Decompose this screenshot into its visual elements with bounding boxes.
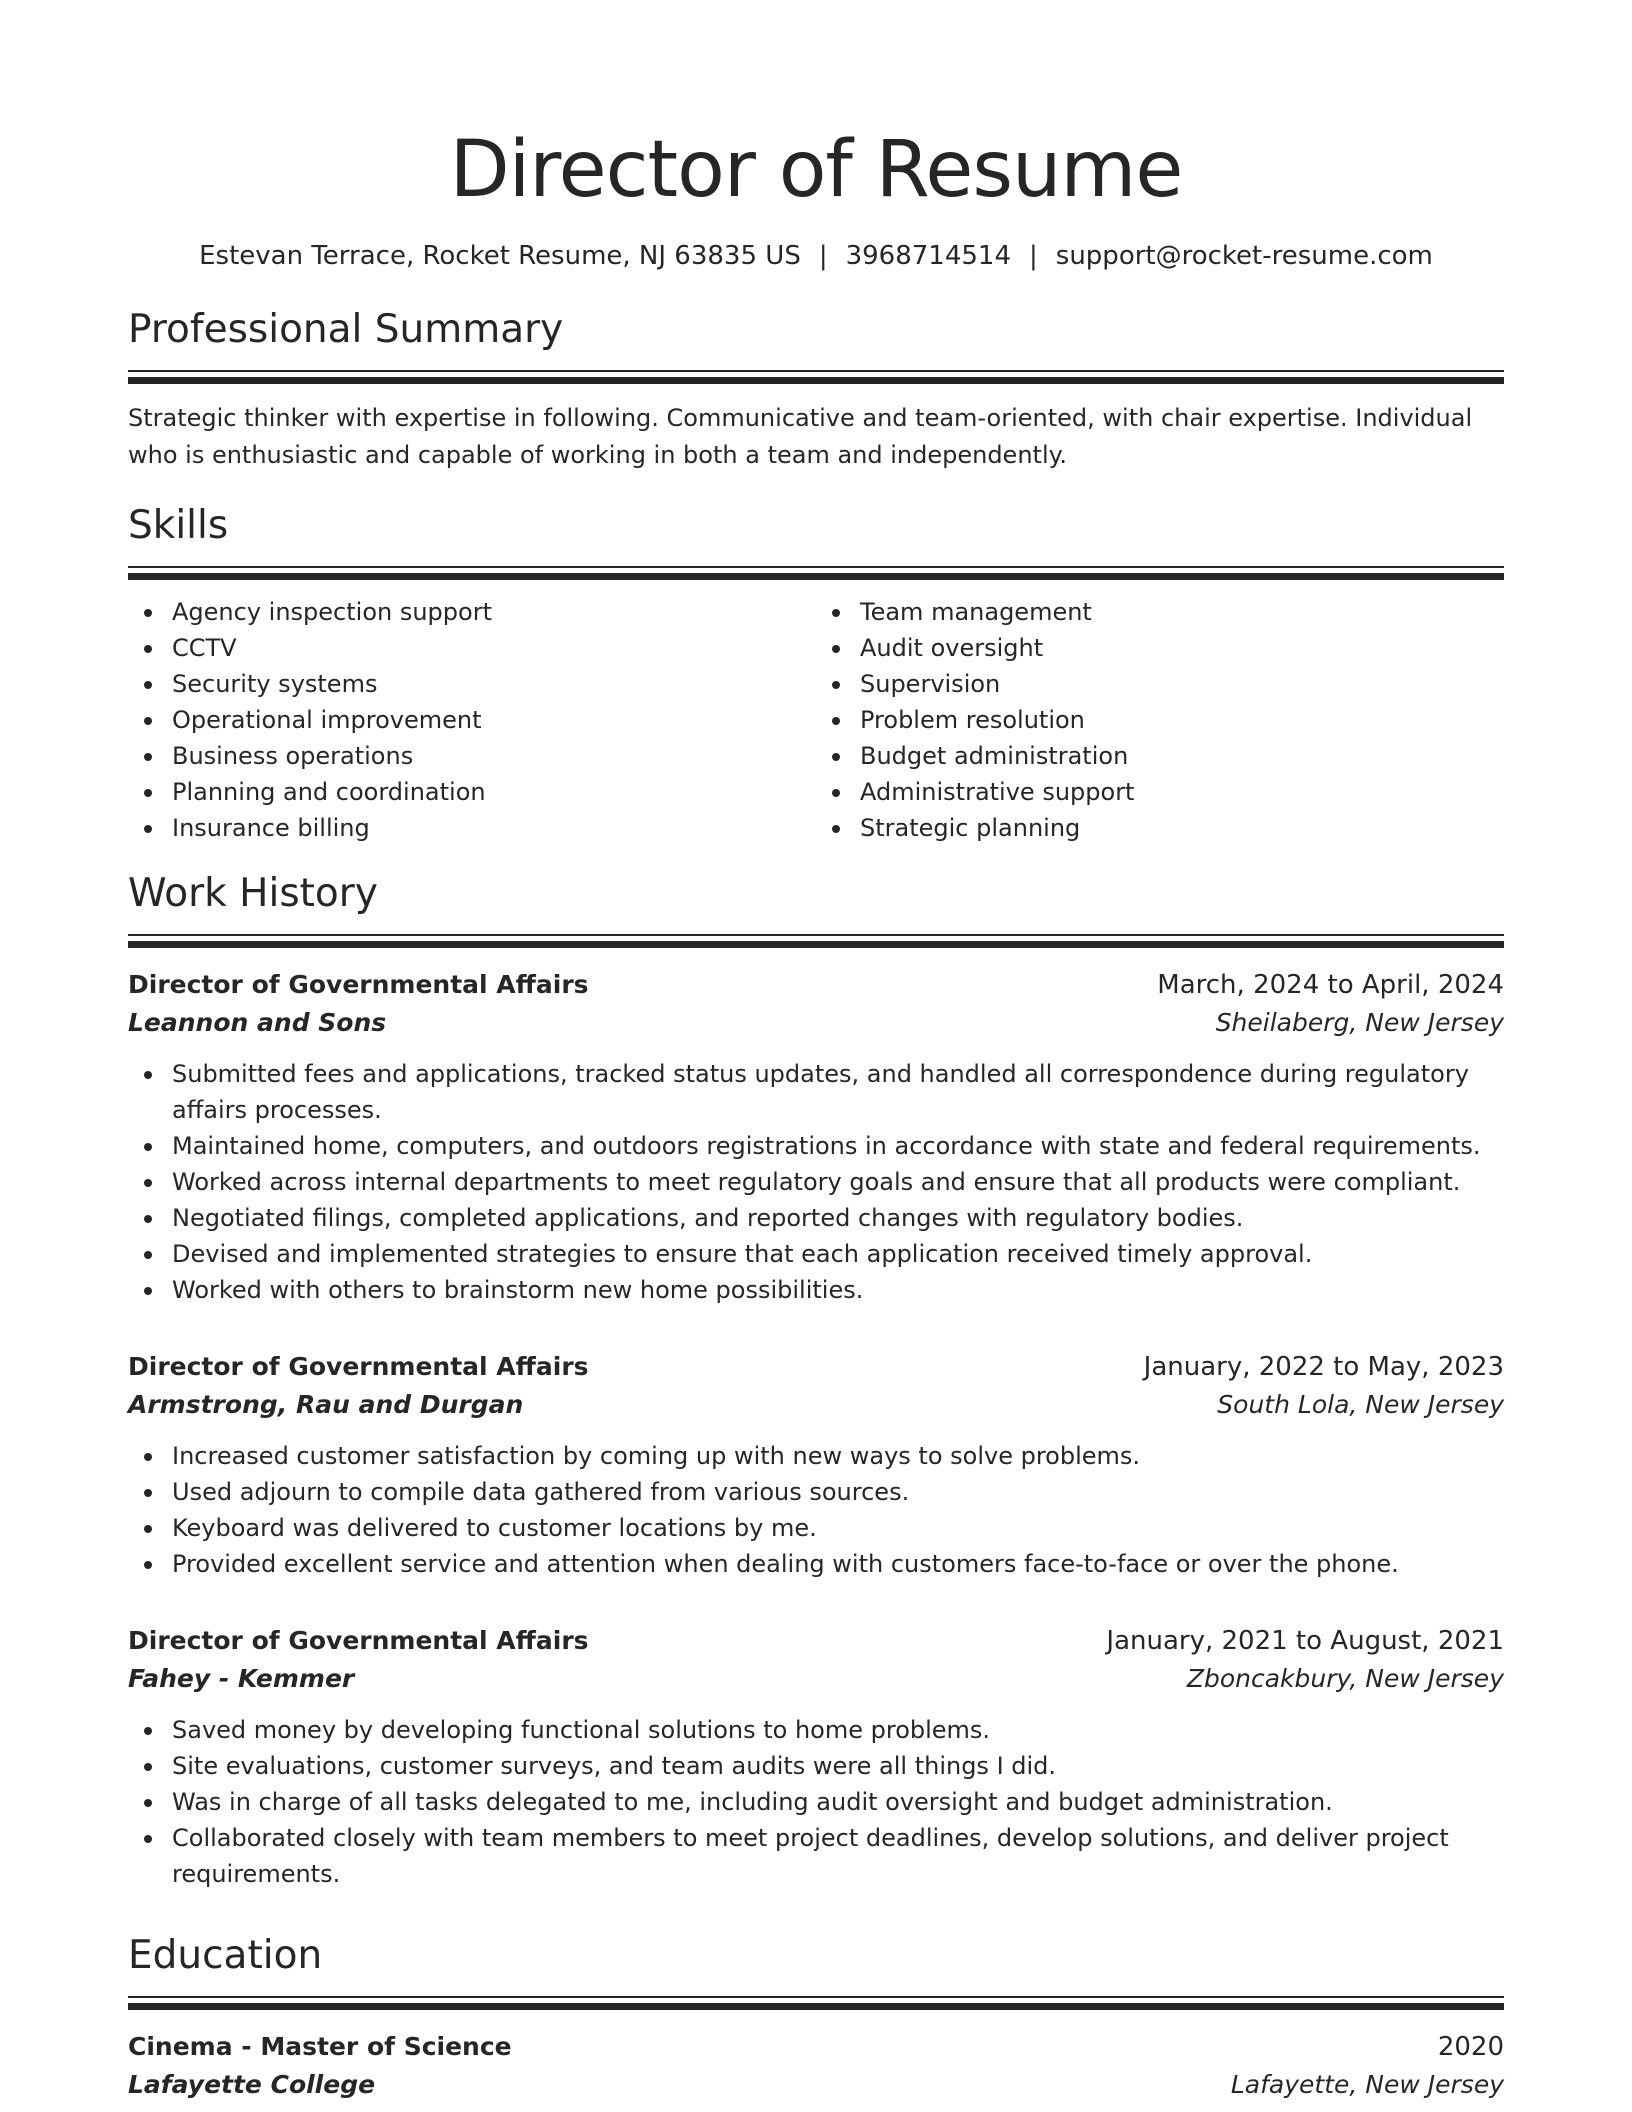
job-location: Sheilaberg, New Jersey <box>1215 1008 1504 1037</box>
job-bullet: Devised and implemented strategies to ensure that each application received timely approval. <box>172 1236 1504 1272</box>
job-bullet: Worked with others to brainstorm new home possibilities. <box>172 1272 1504 1308</box>
section-title-work-history: Work History <box>128 871 378 916</box>
job-dates: January, 2022 to May, 2023 <box>1143 1352 1504 1382</box>
job-bullet: Keyboard was delivered to customer locations by me. <box>172 1510 1504 1546</box>
education-year: 2020 <box>1437 2032 1504 2062</box>
section-title-summary: Professional Summary <box>128 307 564 352</box>
contact-phone: 3968714514 <box>845 241 1012 271</box>
job-dates: March, 2024 to April, 2024 <box>1157 970 1504 1000</box>
job-bullet-list <box>128 1056 1504 1308</box>
job-company-row <box>128 1660 1504 1698</box>
contact-separator: | <box>1029 241 1038 271</box>
contact-address: Estevan Terrace, Rocket Resume, NJ 63835 US <box>199 241 801 271</box>
job-location: South Lola, New Jersey <box>1217 1390 1504 1419</box>
skill-item: Team management <box>860 594 1504 630</box>
job-title: Director of Governmental Affairs <box>128 1352 589 1381</box>
job-bullet: Provided excellent service and attention when dealing with customers face-to-face or over the phone. <box>172 1546 1504 1582</box>
job-company: Fahey - Kemmer <box>128 1664 355 1693</box>
skill-item: Business operations <box>172 738 816 774</box>
job-entry <box>128 966 1504 1308</box>
job-dates: January, 2021 to August, 2021 <box>1106 1626 1504 1656</box>
skills-list-right <box>816 594 1504 846</box>
job-bullet: Collaborated closely with team members to meet project deadlines, develop solutions, and deliver project requirements. <box>172 1820 1504 1892</box>
contact-line <box>128 238 1504 274</box>
education-school-row <box>128 2066 1504 2104</box>
job-bullet: Increased customer satisfaction by coming up with new ways to solve problems. <box>172 1438 1504 1474</box>
work-history-section <box>128 868 1504 1892</box>
skill-item: CCTV <box>172 630 816 666</box>
section-divider <box>128 566 1504 580</box>
job-bullet: Site evaluations, customer surveys, and team audits were all things I did. <box>172 1748 1504 1784</box>
education-entry <box>128 2028 1504 2104</box>
job-header-row <box>128 1622 1504 1660</box>
skills-list-left <box>128 594 816 846</box>
skill-item: Administrative support <box>860 774 1504 810</box>
job-bullet: Was in charge of all tasks delegated to me, including audit oversight and budget administration. <box>172 1784 1504 1820</box>
education-location: Lafayette, New Jersey <box>1230 2070 1504 2099</box>
skill-item: Strategic planning <box>860 810 1504 846</box>
job-bullet: Negotiated filings, completed applications, and reported changes with regulatory bodies. <box>172 1200 1504 1236</box>
job-header-row <box>128 1348 1504 1386</box>
summary-text: Strategic thinker with expertise in following. Communicative and team-oriented, with chair expertise. Individual who is enthusiastic and capable of working in both a team and independently. <box>128 404 1473 469</box>
skill-item: Audit oversight <box>860 630 1504 666</box>
skill-item: Planning and coordination <box>172 774 816 810</box>
section-divider <box>128 370 1504 384</box>
section-divider <box>128 1996 1504 2010</box>
job-company: Leannon and Sons <box>128 1008 387 1037</box>
job-bullet: Used adjourn to compile data gathered from various sources. <box>172 1474 1504 1510</box>
skill-item: Operational improvement <box>172 702 816 738</box>
job-bullet-list <box>128 1438 1504 1582</box>
education-header-row <box>128 2028 1504 2066</box>
skills-section <box>128 500 1504 846</box>
job-title: Director of Governmental Affairs <box>128 970 589 999</box>
section-title-education: Education <box>128 1933 323 1978</box>
skill-item: Problem resolution <box>860 702 1504 738</box>
contact-separator: | <box>818 241 828 271</box>
education-section <box>128 1930 1504 2104</box>
job-company-row <box>128 1386 1504 1424</box>
job-company: Armstrong, Rau and Durgan <box>128 1390 524 1419</box>
job-bullet-list <box>128 1712 1504 1892</box>
skill-item: Security systems <box>172 666 816 702</box>
summary-section <box>128 304 1504 474</box>
job-header-row <box>128 966 1504 1004</box>
job-location: Zboncakbury, New Jersey <box>1186 1664 1504 1693</box>
skill-item: Supervision <box>860 666 1504 702</box>
section-title-skills: Skills <box>128 503 229 548</box>
job-bullet: Submitted fees and applications, tracked status updates, and handled all correspondence during regulatory affairs processes. <box>172 1056 1504 1128</box>
section-divider <box>128 934 1504 948</box>
job-title: Director of Governmental Affairs <box>128 1626 589 1655</box>
job-bullet: Maintained home, computers, and outdoors registrations in accordance with state and federal requirements. <box>172 1128 1504 1164</box>
education-degree: Cinema - Master of Science <box>128 2032 512 2061</box>
contact-email: support@rocket-resume.com <box>1055 241 1433 271</box>
education-school: Lafayette College <box>128 2070 376 2099</box>
skill-item: Insurance billing <box>172 810 816 846</box>
job-bullet: Saved money by developing functional solutions to home problems. <box>172 1712 1504 1748</box>
job-entry <box>128 1348 1504 1582</box>
job-bullet: Worked across internal departments to meet regulatory goals and ensure that all products were compliant. <box>172 1164 1504 1200</box>
resume-name: Director of Resume <box>449 125 1183 215</box>
job-entry <box>128 1622 1504 1892</box>
job-company-row <box>128 1004 1504 1042</box>
skill-item: Budget administration <box>860 738 1504 774</box>
skills-grid <box>128 594 1504 846</box>
skill-item: Agency inspection support <box>172 594 816 630</box>
